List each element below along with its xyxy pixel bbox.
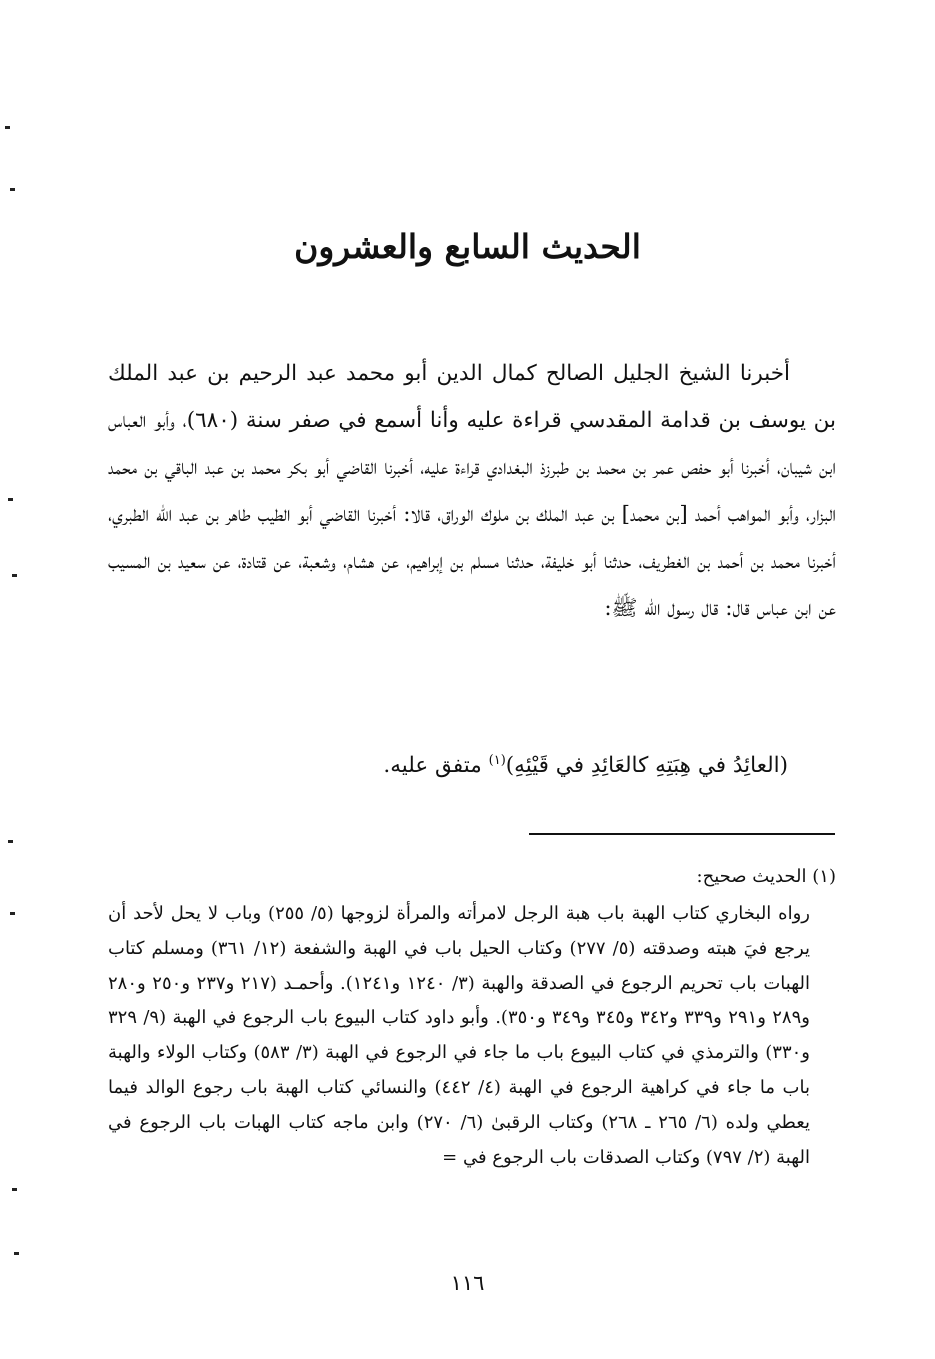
footnote-title: الحديث صحيح: bbox=[696, 866, 807, 887]
scan-mark bbox=[10, 912, 15, 915]
scan-mark bbox=[14, 1252, 19, 1255]
scan-mark bbox=[12, 574, 17, 577]
footnote-separator bbox=[529, 833, 835, 835]
footnote-number: (١) bbox=[812, 866, 836, 887]
hadith-text: (العائِدُ في هِبَتِهِ كالعَائِدِ في قَيْئِهِ) bbox=[505, 753, 788, 779]
footnote-reference[interactable]: (١) bbox=[488, 753, 506, 768]
footnote-body: رواه البخاري كتاب الهبة باب هبة الرجل لامرأته والمرأة لزوجها (٥/ ٢٥٥) وباب لا يحل لأحد أن يرجع فيَ هبته وصدقته (٥/ ٢٧٧) وكتاب الحيل باب في الهبة والشفعة (١٢/ ٣٦١) ومسلم كتاب الهبات باب تحريم الرجوع في الصدقة والهبة (٣/ ١٢٤٠ و١٢٤١). وأحمـد (٢١٧ و٢٣٧ و٢٥٠ و٢٨٠ و٢٨٩ و٢٩١ و٣٣٩ و٣٤٢ و٣٤٥ و٣٤٩ و٣٥٠). وأبو داود كتاب البيوع باب الرجوع في الهبة (٩/ ٣٢٩ و٣٣٠) والترمذي في كتاب البيوع باب ما جاء في الرجوع في الهبة (٣/ ٥٨٣) وكتاب الولاء والهبة باب ما جاء في كراهية الرجوع في الهبة (٤/ ٤٤٢) والنسائي كتاب الهبة باب رجوع الوالد فيما يعطي ولده (٦/ ٢٦٥ ـ ٢٦٨) وكتاب الرقبىٰ (٦/ ٢٧٠) وابن ماجه كتاب الهبات باب الرجوع في الهبة (٢/ ٧٩٧) وكتاب الصدقات باب الرجوع في = bbox=[108, 903, 810, 1168]
isnad-text: أخبرنا الشيخ الجليل الصالح كمال الدين أبو محمد عبد الرحيم بن عبد الملك بن يوسف بن قدامة المقدسي قراءة عليه وأنا أسمع في صفر سنة (٦٨٠)، وأبو العباس ابن شيبان، أخبرنا أبو حفص عمر بن محمد بن طبرزذ البغدادي قراءة عليه، أخبرنا القاضي أبو بكر محمد بن عبد الباقي بن محمد البزار، وأبو المواهب أحمد [بن محمد] بن عبد الملك بن ملوك الوراق، قالا: أخبرنا القاضي أبو الطيب طاهر بن عبد الله الطبري، أخبرنا محمد بن أحمد بن الغطريف، حدثنا أبو خليفة، حدثنا مسلم بن إبراهيم، عن هشام، وشعبة، عن قتادة، عن سعيد بن المسيب عن ابن عباس قال: قال رسول الله ﷺ: bbox=[108, 361, 837, 621]
hadith-line bbox=[108, 737, 788, 789]
scan-mark bbox=[5, 126, 10, 129]
isnad-paragraph bbox=[108, 350, 836, 632]
scan-mark bbox=[8, 498, 13, 501]
scan-mark bbox=[10, 188, 15, 191]
page-number: ١١٦ bbox=[450, 1271, 485, 1295]
footnote-heading bbox=[108, 860, 836, 894]
scan-mark bbox=[8, 840, 13, 843]
hadith-grading: متفق عليه. bbox=[383, 753, 489, 779]
chapter-title: الحديث السابع والعشرون bbox=[294, 227, 641, 266]
scan-mark bbox=[12, 1188, 17, 1191]
